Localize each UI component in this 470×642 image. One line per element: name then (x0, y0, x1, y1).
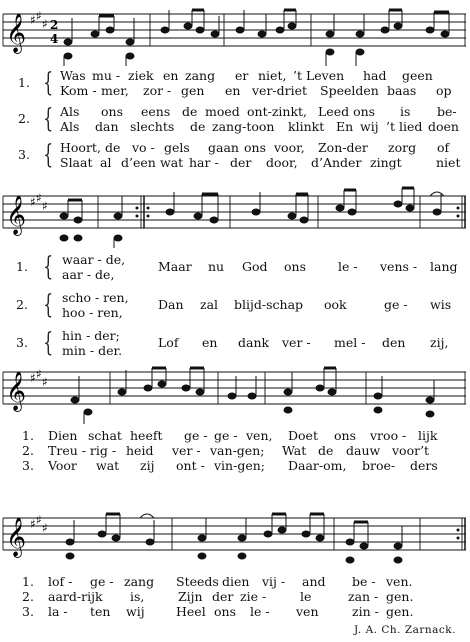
verse-brace-icon: { (43, 290, 54, 320)
lyric-syllable: ge - (214, 428, 238, 443)
svg-text:♯: ♯ (42, 199, 48, 213)
lyric-syllable: ons (244, 140, 266, 155)
lyric-syllable: Als (60, 119, 80, 134)
sharp-icon: ♯ (30, 195, 36, 209)
lyric-syllable: dauw (346, 443, 381, 458)
lyric-syllable: zang (124, 574, 155, 589)
lyric-syllable: Kom - (60, 83, 97, 98)
lyric-syllable: dien (222, 574, 250, 589)
lyric-syllable: door, (266, 155, 298, 170)
sharp-icon: ♯ (30, 517, 36, 531)
lyric-syllable: Steeds (176, 574, 219, 589)
lyric-syllable: op (436, 83, 452, 98)
staff-system-1 (0, 4, 470, 68)
lyric-syllable: mu - (92, 68, 121, 83)
svg-text:♯: ♯ (42, 17, 48, 31)
lyric-syllable: de (105, 140, 121, 155)
lyric-syllable: zie - (240, 589, 267, 604)
lyric-syllable: le (300, 589, 312, 604)
svg-text:4: 4 (50, 32, 59, 46)
lyric-syllable: dank (238, 335, 270, 350)
lyric-syllable: zan - (348, 589, 379, 604)
lyric-syllable: min - der. (62, 343, 123, 358)
lyric-syllable: la - (48, 604, 68, 619)
lyric-syllable: gaan (208, 140, 239, 155)
svg-text:2: 2 (50, 18, 59, 32)
svg-text:♯: ♯ (36, 367, 42, 381)
lyric-syllable: Zijn (178, 589, 203, 604)
lyric-syllable: vo - (132, 140, 155, 155)
lyric-syllable: Leed ons (318, 104, 376, 119)
lyric-syllable: zingt (370, 155, 402, 170)
lyric-syllable: de (318, 443, 334, 458)
lyric-syllable: vens - (380, 259, 418, 274)
lyric-syllable: schat (88, 428, 122, 443)
lyric-syllable: En (336, 119, 354, 134)
lyric-syllable: van-gen; (210, 443, 265, 458)
lyric-syllable: Maar (158, 259, 192, 274)
lyric-syllable: hoo - ren, (62, 305, 123, 320)
svg-text:♯: ♯ (42, 521, 48, 535)
lyric-syllable: ven (296, 604, 319, 619)
verse-number: 3. (22, 458, 34, 473)
staff-system-4 (0, 508, 470, 572)
staff-3-notation (0, 362, 470, 426)
verse-number: 1. (22, 428, 34, 443)
lyric-syllable: ver-driet (252, 83, 308, 98)
lyric-syllable: and (302, 574, 326, 589)
lyric-syllable: der (212, 589, 234, 604)
lyric-syllable: Voor (48, 458, 77, 473)
verse-brace-icon: { (43, 328, 54, 358)
verse-number: 2. (22, 443, 34, 458)
lyric-syllable: Heel (176, 604, 206, 619)
lyric-syllable: ons (334, 428, 356, 443)
lyric-syllable: zor - (143, 83, 172, 98)
lyric-syllable: baas (387, 83, 417, 98)
lyric-syllable: gels (164, 140, 190, 155)
lyric-syllable: ge - (184, 428, 208, 443)
lyric-syllable: al (100, 155, 112, 170)
lyric-syllable: de (182, 104, 198, 119)
lyric-syllable: blijd-schap (234, 297, 304, 312)
lyric-syllable: lang (430, 259, 458, 274)
lyric-syllable: be - (352, 574, 376, 589)
lyric-syllable: zal (200, 297, 219, 312)
verse-number: 2. (18, 111, 30, 126)
lyric-syllable: ten (90, 604, 111, 619)
lyric-syllable: ook (324, 297, 347, 312)
lyric-syllable: geen (402, 68, 433, 83)
lyric-syllable: moed (205, 104, 240, 119)
lyric-syllable: slechts (130, 119, 175, 134)
lyric-syllable: ven. (386, 574, 413, 589)
lyric-syllable: mer, (101, 83, 129, 98)
lyric-syllable: ver - (172, 443, 201, 458)
lyric-syllable: of (437, 140, 450, 155)
lyric-syllable: gen. (386, 604, 414, 619)
lyric-syllable: ons (284, 259, 306, 274)
lyric-syllable: lijk (418, 428, 438, 443)
lyric-syllable: zorg (388, 140, 417, 155)
verse-brace-icon: { (43, 104, 54, 134)
lyric-syllable: Dan (158, 297, 184, 312)
lyric-syllable: le - (250, 604, 270, 619)
lyric-syllable: zij, (430, 335, 449, 350)
lyric-syllable: en (225, 83, 241, 98)
staff-system-2 (0, 186, 470, 250)
lyric-syllable: vij - (262, 574, 286, 589)
lyric-syllable: Was (60, 68, 86, 83)
lyric-syllable: wat (96, 458, 120, 473)
lyric-syllable: Lof (158, 335, 179, 350)
lyric-syllable: aard-rijk (48, 589, 103, 604)
lyric-syllable: klinkt (288, 119, 325, 134)
verse-number: 2. (16, 297, 28, 312)
lyric-syllable: ons (214, 604, 236, 619)
lyric-syllable: heeft (130, 428, 163, 443)
lyric-syllable: har - (189, 155, 219, 170)
lyric-syllable: d’een (121, 155, 156, 170)
lyric-syllable: zij (140, 458, 155, 473)
verse-number: 3. (18, 147, 30, 162)
treble-clef-icon: 𝄞 (6, 195, 27, 235)
lyric-syllable: den (382, 335, 406, 350)
composer-credit: J. A. Ch. Zarnack. (354, 624, 456, 636)
lyric-syllable: mel - (334, 335, 366, 350)
verse-number: 1. (22, 574, 34, 589)
verse-number: 3. (22, 604, 34, 619)
lyric-syllable: God (242, 259, 268, 274)
svg-text:♯: ♯ (42, 375, 48, 389)
lyric-syllable: dan (95, 119, 119, 134)
lyric-syllable: ont-zinkt, (247, 104, 308, 119)
lyric-syllable: niet, (258, 68, 287, 83)
lyric-syllable: wij (126, 604, 145, 619)
lyric-syllable: wat (160, 155, 184, 170)
lyric-syllable: en (202, 335, 218, 350)
sharp-icon: ♯ (30, 13, 36, 27)
lyric-syllable: zang (185, 68, 216, 83)
treble-clef-icon: 𝄞 (6, 371, 27, 411)
verse-number: 3. (16, 335, 28, 350)
lyric-syllable: Treu - rig - (48, 443, 117, 458)
lyric-syllable: vroo - (370, 428, 407, 443)
lyric-syllable: der (230, 155, 252, 170)
treble-clef-icon: 𝄞 (6, 13, 27, 53)
lyric-syllable: de (190, 119, 206, 134)
treble-clef-icon: 𝄞 (6, 517, 27, 557)
sharp-icon: ♯ (30, 371, 36, 385)
lyric-syllable: ’t lied (386, 119, 423, 134)
lyric-syllable: hin - der; (62, 328, 120, 343)
lyric-syllable: Dien (48, 428, 78, 443)
lyric-syllable: Doet (288, 428, 318, 443)
lyric-syllable: ver - (282, 335, 311, 350)
lyric-syllable: ont - (176, 458, 205, 473)
lyric-syllable: Speelden (320, 83, 379, 98)
lyric-syllable: le - (338, 259, 358, 274)
lyric-syllable: voor, (274, 140, 305, 155)
svg-text:♯: ♯ (36, 513, 42, 527)
lyric-syllable: niet (436, 155, 461, 170)
staff-system-3 (0, 362, 470, 426)
lyric-syllable: zin - (352, 604, 379, 619)
verse-number: 1. (16, 259, 28, 274)
lyric-syllable: ziek (128, 68, 154, 83)
verse-brace-icon: { (43, 140, 54, 170)
lyric-syllable: lof - (48, 574, 73, 589)
lyric-syllable: ons (101, 104, 123, 119)
lyric-syllable: be- (437, 104, 457, 119)
lyric-syllable: Als (60, 104, 80, 119)
lyric-syllable: Zon-der (318, 140, 368, 155)
lyric-syllable: ’t Leven (293, 68, 345, 83)
lyric-syllable: heid (126, 443, 154, 458)
lyric-syllable: doen (428, 119, 459, 134)
lyric-syllable: Daar-om, (288, 458, 347, 473)
lyric-syllable: ge - (384, 297, 408, 312)
lyric-syllable: Slaat (60, 155, 93, 170)
lyric-syllable: zang-toon (212, 119, 275, 134)
lyric-syllable: is (400, 104, 411, 119)
lyric-syllable: gen (181, 83, 205, 98)
lyric-syllable: wis (430, 297, 452, 312)
svg-text:♯: ♯ (36, 191, 42, 205)
lyric-syllable: Hoort, (60, 140, 101, 155)
lyric-syllable: Wat (282, 443, 307, 458)
lyric-syllable: ge - (90, 574, 114, 589)
lyric-syllable: d’Ander (311, 155, 362, 170)
lyric-syllable: scho - ren, (62, 290, 129, 305)
lyric-syllable: ven, (246, 428, 273, 443)
staff-2-notation (0, 186, 470, 250)
lyric-syllable: waar - de, (62, 252, 126, 267)
lyric-syllable: en (163, 68, 179, 83)
lyric-syllable: gen. (386, 589, 414, 604)
lyric-syllable: is, (130, 589, 145, 604)
lyric-syllable: aar - de, (62, 267, 115, 282)
verse-number: 1. (18, 75, 30, 90)
lyric-syllable: ders (410, 458, 438, 473)
lyric-syllable: had (363, 68, 387, 83)
verse-number: 2. (22, 589, 34, 604)
lyric-syllable: eens (141, 104, 171, 119)
staff-4-notation (0, 508, 470, 572)
lyric-syllable: er (235, 68, 249, 83)
lyric-syllable: nu (208, 259, 225, 274)
svg-text:♯: ♯ (36, 9, 42, 23)
verse-brace-icon: { (43, 68, 54, 98)
lyric-syllable: broe- (362, 458, 396, 473)
staff-1-notation (0, 4, 470, 68)
lyric-syllable: vin-gen; (214, 458, 265, 473)
lyric-syllable: voor’t (392, 443, 430, 458)
lyric-syllable: wij (360, 119, 379, 134)
verse-brace-icon: { (43, 252, 54, 282)
